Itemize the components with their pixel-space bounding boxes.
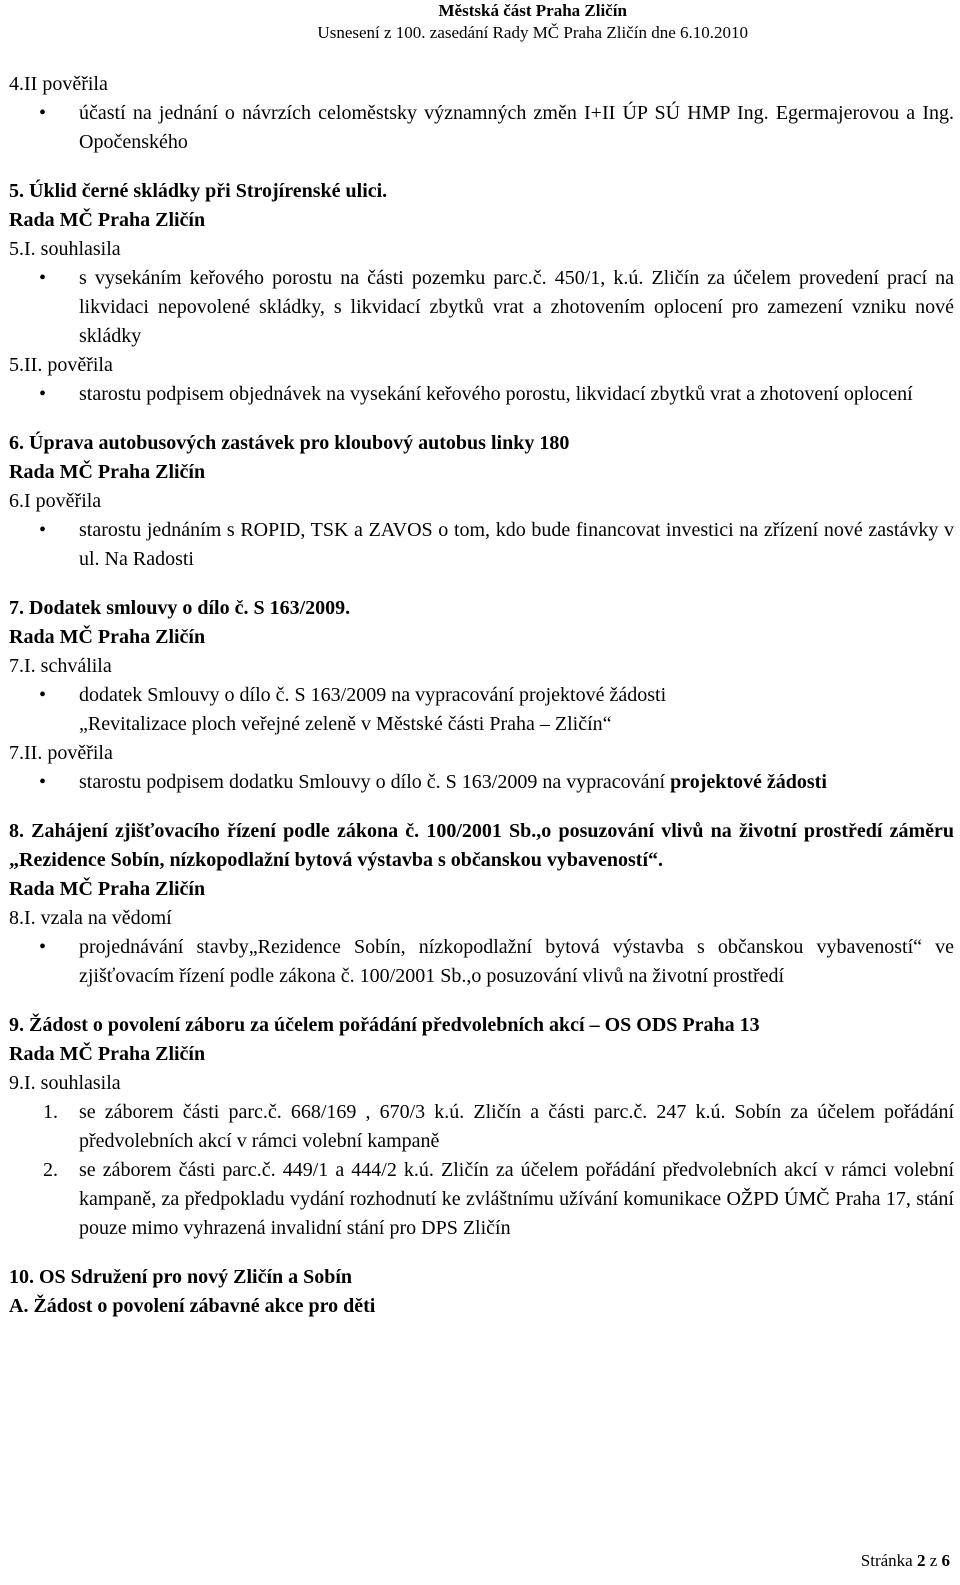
s7-list-2 [9, 768, 954, 797]
s9-council: Rada MČ Praha Zličín [9, 1043, 206, 1065]
s6-sub1: 6.I pověřila [9, 490, 102, 512]
list-item [9, 1098, 954, 1156]
item-number: 1. [43, 1101, 58, 1123]
list-item: • projednávání stavby„Rezidence Sobín, nízkopodlažní bytová výstavba s občanskou vybaveností“ ve zjišťovacím řízení podle zákona č. 100/2001 Sb.,o posuzování vlivů na životní prostředí [9, 933, 954, 991]
s5-list-2 [9, 380, 954, 409]
s7-title: 7. Dodatek smlouvy o dílo č. S 163/2009. [9, 597, 351, 619]
s7-item2-text: starostu podpisem dodatku Smlouvy o dílo č. S 163/2009 na vypracování [79, 771, 671, 793]
item-text: se záborem části parc.č. 449/1 a 444/2 k.ú. Zličín za účelem pořádání předvolebních akcí v rámci volební kampaně, za předpokladu vydání rozhodnutí ke zvláštnímu užívání komunikace OŽPD ÚMČ Praha 17, stání pouze mimo vyhrazená invalidní stání pro DPS Zličín [79, 1159, 954, 1239]
header-title: Městská část Praha Zličín [438, 1, 627, 20]
s5-sub1: 5.I. souhlasila [9, 238, 121, 260]
s7-list-1 [9, 681, 954, 739]
s10-title: 10. OS Sdružení pro nový Zličín a Sobín [9, 1266, 353, 1288]
document-body [9, 70, 954, 1321]
s7-sub2: 7.II. pověřila [9, 742, 113, 764]
s8-council: Rada MČ Praha Zličín [9, 878, 206, 900]
s7-sub1: 7.I. schválila [9, 655, 112, 677]
page-footer [861, 1551, 950, 1571]
footer-page: 2 [916, 1551, 926, 1570]
s5-council: Rada MČ Praha Zličín [9, 209, 206, 231]
s6-title: 6. Úprava autobusových zastávek pro kloubový autobus linky 180 [9, 432, 570, 454]
footer-of: z [925, 1551, 942, 1570]
list-item: • s vysekáním keřového porostu na části pozemku parc.č. 450/1, k.ú. Zličín za účelem provedení prací na likvidaci nepovolené skládky, s likvidací zbytků vrat a zhotovením oplocení pro zamezení vzniku nové skládky [9, 264, 954, 351]
s8-sub1: 8.I. vzala na vědomí [9, 907, 172, 929]
s9-sub1: 9.I. souhlasila [9, 1072, 121, 1094]
s8-list-1 [9, 933, 954, 991]
s4-list [9, 99, 954, 157]
list-item [9, 768, 954, 797]
s5-list-1 [9, 264, 954, 351]
s5-sub2: 5.II. pověřila [9, 354, 113, 376]
s5-title: 5. Úklid černé skládky při Strojírenské ulici. [9, 180, 388, 202]
s7-council: Rada MČ Praha Zličín [9, 626, 206, 648]
s4-subheading: 4.II pověřila [9, 73, 108, 95]
list-item: • účastí na jednání o návrzích celoměstsky významných změn I+II ÚP SÚ HMP Ing. Egermajerovou a Ing. Opočenského [9, 99, 954, 157]
item-text: se záborem části parc.č. 668/169 , 670/3 k.ú. Zličín a části parc.č. 247 k.ú. Sobín za účelem pořádání předvolebních akcí v rámci volební kampaně [79, 1101, 954, 1152]
s7-item1-line1: dodatek Smlouvy o dílo č. S 163/2009 na vypracování projektové žádosti [79, 684, 667, 706]
footer-label: Stránka [860, 1551, 917, 1570]
list-item [9, 1156, 954, 1243]
s6-list-1 [9, 516, 954, 574]
footer-total: 6 [941, 1551, 950, 1570]
s9-title: 9. Žádost o povolení záboru za účelem pořádání předvolebních akcí – OS ODS Praha 13 [9, 1014, 760, 1036]
s9-list [9, 1098, 954, 1243]
list-item [9, 681, 954, 739]
s6-council: Rada MČ Praha Zličín [9, 461, 206, 483]
list-item: • starostu podpisem objednávek na vysekání keřového porostu, likvidací zbytků vrat a zhotovení oplocení [9, 380, 954, 409]
item-number: 2. [43, 1159, 58, 1181]
page-header [317, 0, 748, 44]
s10-subA: A. Žádost o povolení zábavné akce pro děti [9, 1295, 376, 1317]
s7-item2-bold: projektové žádosti [670, 771, 827, 793]
header-subtitle: Usnesení z 100. zasedání Rady MČ Praha Zličín dne 6.10.2010 [317, 23, 748, 42]
s7-item1-line2: „Revitalizace ploch veřejné zeleně v Městské části Praha – Zličín“ [79, 713, 612, 735]
list-item: • starostu jednáním s ROPID, TSK a ZAVOS o tom, kdo bude financovat investici na zřízení nové zastávky v ul. Na Radosti [9, 516, 954, 574]
s8-title: 8. Zahájení zjišťovacího řízení podle zákona č. 100/2001 Sb.,o posuzování vlivů na životní prostředí záměru „Rezidence Sobín, nízkopodlažní bytová výstavba s občanskou vybaveností“. [9, 820, 954, 871]
